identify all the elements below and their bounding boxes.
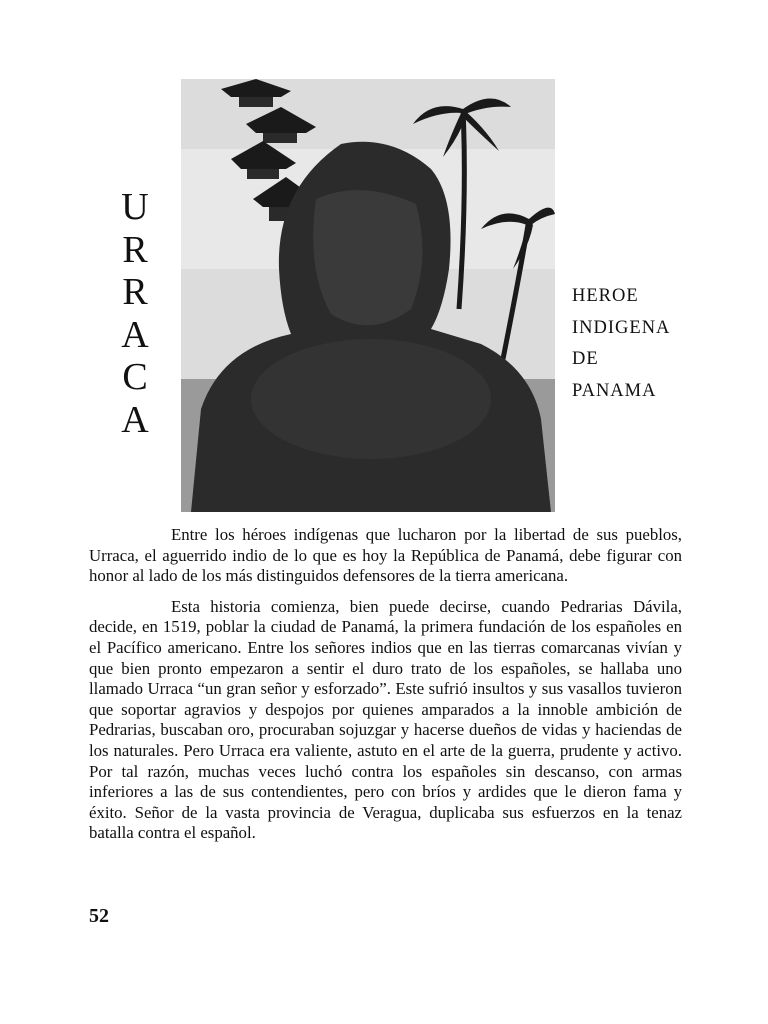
portrait-illustration — [181, 79, 555, 512]
caption-line: PANAMA — [572, 380, 657, 401]
vertical-title — [112, 186, 158, 441]
title-letter: A — [121, 398, 149, 441]
caption-line: INDIGENA — [572, 317, 671, 338]
caption-line: DE — [572, 349, 599, 369]
portrait-drawing — [181, 79, 555, 512]
paragraph: Entre los héroes indígenas que lucharon por la libertad de sus pueblos, Urraca, el aguerrido indio de lo que es hoy la República de Panamá, debe figurar con honor al lado de los más distinguidos defensores de la tierra americana. — [89, 525, 682, 586]
title-letter: C — [122, 356, 148, 398]
title-letter: A — [121, 313, 149, 356]
title-letter: R — [122, 271, 148, 313]
side-caption — [572, 281, 732, 407]
title-letter: R — [122, 228, 148, 271]
caption-line: HEROE — [572, 286, 639, 306]
body-text — [89, 525, 682, 854]
page-number: 52 — [89, 905, 109, 927]
paragraph: Esta historia comienza, bien puede decirse, cuando Pedrarias Dávila, decide, en 1519, poblar la ciudad de Panamá, la primera fundación de los españoles en el Pacífico americano. Entre los señores indios que en las tierras comarcanas vivían y que bien pronto empezaron a sentir el duro trato de los españoles, se hallaba uno llamado Urraca “un gran señor y esforzado”. Este sufrió insultos y sus vasallos tuvieron que soportar agravios y despojos por quienes amparados a la innoble ambición de Pedrarias, buscaban oro, procuraban sojuzgar y hacerse dueños de vidas y haciendas de los naturales. Pero Urraca era valiente, astuto en el arte de la guerra, prudente y activo. Por tal razón, muchas veces luchó contra los españoles sin descanso, con armas inferiores a las de sus contendientes, pero con bríos y ardides que le dieron fama y éxito. Señor de la vasta provincia de Veragua, duplicaba sus esfuerzos en la tenaz batalla contra el español. — [89, 596, 682, 843]
title-letter: U — [121, 186, 149, 228]
